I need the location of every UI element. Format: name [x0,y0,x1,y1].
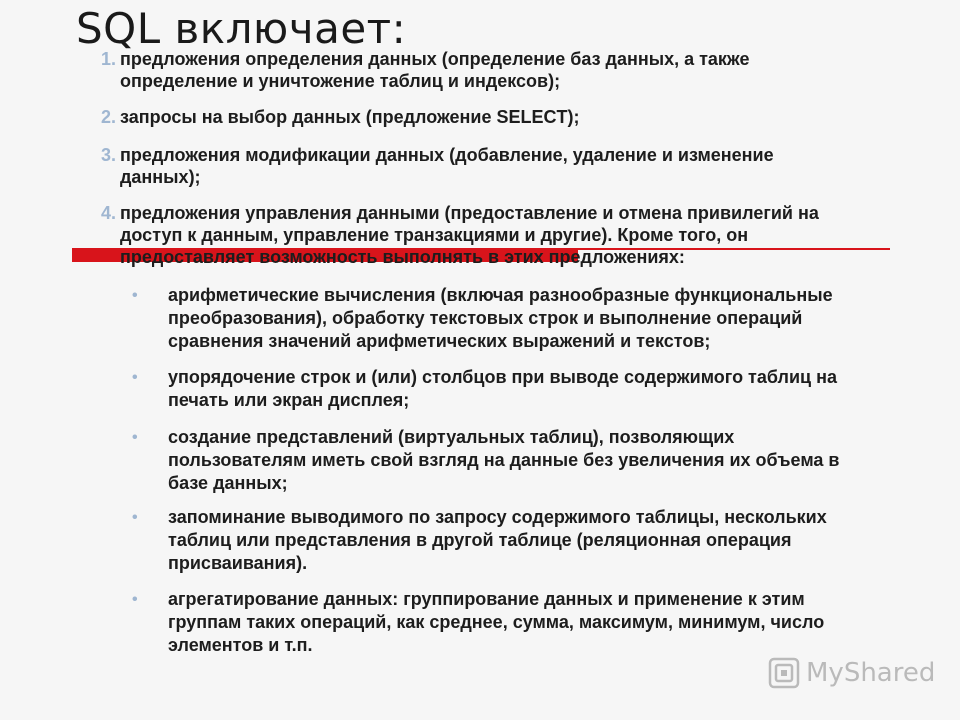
bullet-text-line: группам таких операций, как среднее, сумма, максимум, минимум, число [168,612,825,632]
list-item-text-line: определение и уничтожение таблиц и индексов); [120,71,561,91]
list-item-text-line: предложения модификации данных (добавление, удаление и изменение [120,145,774,165]
myshared-logo-icon [768,657,800,689]
bullet-item-3 [132,426,960,495]
list-number: 2. [100,107,116,127]
list-item-4 [100,202,910,268]
bullet-text-line: сравнения значений арифметических выражений и текстов; [168,331,711,351]
bullet-text-line: арифметические вычисления (включая разнообразные функциональные [168,285,833,305]
bullet-text-line: пользователям иметь свой взгляд на данные без увеличения их объема в [168,450,840,470]
bullet-icon: • [132,429,138,446]
list-item-3 [100,144,910,188]
bullet-text-line: таблиц или представления в другой таблице (реляционная операция [168,530,792,550]
bullet-text-line: преобразования), обработку текстовых строк и выполнение операций [168,308,803,328]
bullet-icon: • [132,509,138,526]
bullet-item-5 [132,588,960,657]
bullet-text-line: элементов и т.п. [168,635,313,655]
list-item-2 [100,106,910,128]
bullet-item-4 [132,506,960,575]
list-item-1 [100,48,910,92]
bullet-icon: • [132,591,138,608]
bullet-text-line: агрегатирование данных: группирование данных и применение к этим [168,589,805,609]
list-item-text-line: предоставляет возможность выполнять в этих предложениях: [120,247,685,267]
list-number: 3. [100,145,116,165]
bullet-text-line: присваивания). [168,553,308,573]
bullet-icon: • [132,369,138,386]
list-item-text-line: доступ к данным, управление транзакциями и другие). Кроме того, он [120,225,749,245]
list-number: 1. [100,49,116,69]
bullet-text-line: печать или экран дисплея; [168,390,410,410]
bullet-text-line: запоминание выводимого по запросу содержимого таблицы, нескольких [168,507,827,527]
bullet-text-line: базе данных; [168,473,288,493]
watermark-text: MyShared [806,658,936,688]
list-item-text-line: предложения управления данными (предоставление и отмена привилегий на [120,203,819,223]
bullet-item-2 [132,366,960,412]
list-item-text-line: данных); [120,167,201,187]
list-item-text-line: предложения определения данных (определение баз данных, а также [120,49,750,69]
bullet-icon: • [132,287,138,304]
bullet-item-1 [132,284,960,353]
bullet-text-line: создание представлений (виртуальных таблиц), позволяющих [168,427,735,447]
bullet-text-line: упорядочение строк и (или) столбцов при выводе содержимого таблиц на [168,367,838,387]
list-number: 4. [100,203,116,223]
slide-title: SQL включает: [76,4,407,53]
myshared-watermark [768,656,935,690]
list-item-text-line: запросы на выбор данных (предложение SELECT); [120,107,580,127]
